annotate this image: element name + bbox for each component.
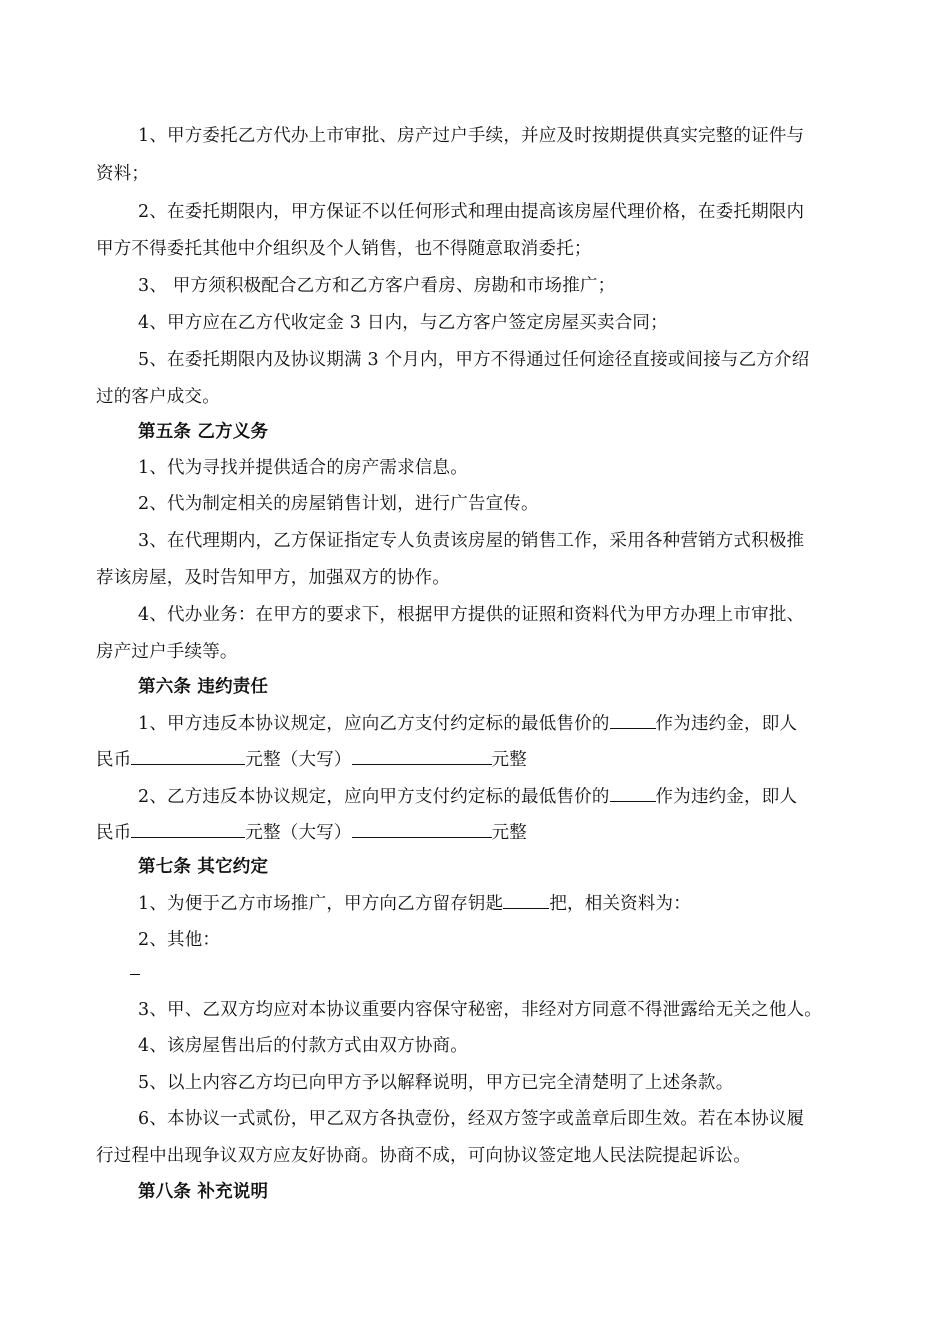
article-7-item-4: 4、该房屋售出后的付款方式由双方协商。 [138,1036,468,1056]
article-5-item-1: 1、代为寻找并提供适合的房产需求信息。 [138,458,468,478]
article-6-item-2 [138,783,878,809]
yuan-label-2: 元整 [491,823,528,843]
obligation-item-1: 1、甲方委托乙方代办上市审批、房产过户手续，并应及时按期提供真实完整的证件与 [138,126,805,146]
capital-label-2: 元整（大写） [245,823,352,843]
obligation-item-2: 2、在委托期限内，甲方保证不以任何形式和理由提高该房屋代理价格，在委托期限内 [138,202,805,222]
obligation-item-4: 4、甲方应在乙方代收定金 3 日内，与乙方客户签定房屋买卖合同； [138,313,668,333]
article-6-item-1 [138,710,878,736]
penalty-percent-blank-2 [610,783,656,802]
obligation-item-5: 5、在委托期限内及协议期满 3 个月内，甲方不得通过任何途径直接或间接与乙方介绍 [138,350,810,370]
article-5-item-3-cont: 荐该房屋，及时告知甲方，加强双方的协作。 [96,568,450,588]
article-5-item-4-cont: 房产过户手续等。 [96,642,238,662]
article-6-item-1-cont [96,746,836,772]
key-count-blank [503,890,549,909]
article-7-item-3: 3、甲、乙双方均应对本协议重要内容保守秘密，非经对方同意不得泄露给无关之他人。 [138,1000,822,1020]
amount-blank-1 [131,746,245,765]
blank-line-marker [130,974,140,975]
article-6-item-1-text-b: 作为违约金，即人 [655,714,798,734]
capital-amount-blank-1 [352,746,492,765]
article-7-item-1 [138,890,878,916]
article-7-item-6: 6、本协议一式贰份，甲乙双方各执壹份，经双方签字或盖章后即生效。若在本协议履 [138,1109,805,1129]
article-6-item-2-text-a: 2、乙方违反本协议规定，应向甲方支付约定标的最低售价的 [138,787,610,807]
article-7-item-2: 2、其他： [138,930,221,950]
yuan-label-1: 元整 [491,750,528,770]
obligation-item-5-cont: 过的客户成交。 [96,387,220,407]
capital-label-1: 元整（大写） [245,750,352,770]
article-7-item-6-cont: 行过程中出现争议双方应友好协商。协商不成，可向协议签定地人民法院提起诉讼。 [96,1146,751,1166]
rmb-label-2: 民币 [96,823,132,843]
article-6-item-2-text-b: 作为违约金，即人 [655,787,798,807]
article-7-heading: 第七条 其它约定 [138,857,269,877]
amount-blank-2 [131,819,245,838]
capital-amount-blank-2 [352,819,492,838]
article-5-item-4: 4、代办业务：在甲方的要求下，根据甲方提供的证照和资料代为甲方办理上市审批、 [138,605,805,625]
article-8-heading: 第八条 补充说明 [138,1182,269,1202]
article-6-item-1-text-a: 1、甲方违反本协议规定，应向乙方支付约定标的最低售价的 [138,714,610,734]
obligation-item-3: 3、 甲方须积极配合乙方和乙方客户看房、房勘和市场推广； [138,276,616,296]
article-7-item-1-text-b: 把，相关资料为： [549,894,691,914]
article-5-item-2: 2、代为制定相关的房屋销售计划，进行广告宣传。 [138,494,539,514]
article-5-item-3: 3、在代理期内，乙方保证指定专人负责该房屋的销售工作，采用各种营销方式积极推 [138,531,805,551]
article-7-item-5: 5、以上内容乙方均已向甲方予以解释说明，甲方已完全清楚明了上述条款。 [138,1073,734,1093]
article-5-heading: 第五条 乙方义务 [138,422,269,442]
rmb-label-1: 民币 [96,750,132,770]
penalty-percent-blank-1 [610,710,656,729]
article-6-item-2-cont [96,819,836,845]
article-6-heading: 第六条 违约责任 [138,677,269,697]
obligation-item-1-cont: 资料； [96,164,150,184]
article-7-item-1-text-a: 1、为便于乙方市场推广，甲方向乙方留存钥匙 [138,894,504,914]
obligation-item-2-cont: 甲方不得委托其他中介组织及个人销售，也不得随意取消委托； [96,239,592,259]
